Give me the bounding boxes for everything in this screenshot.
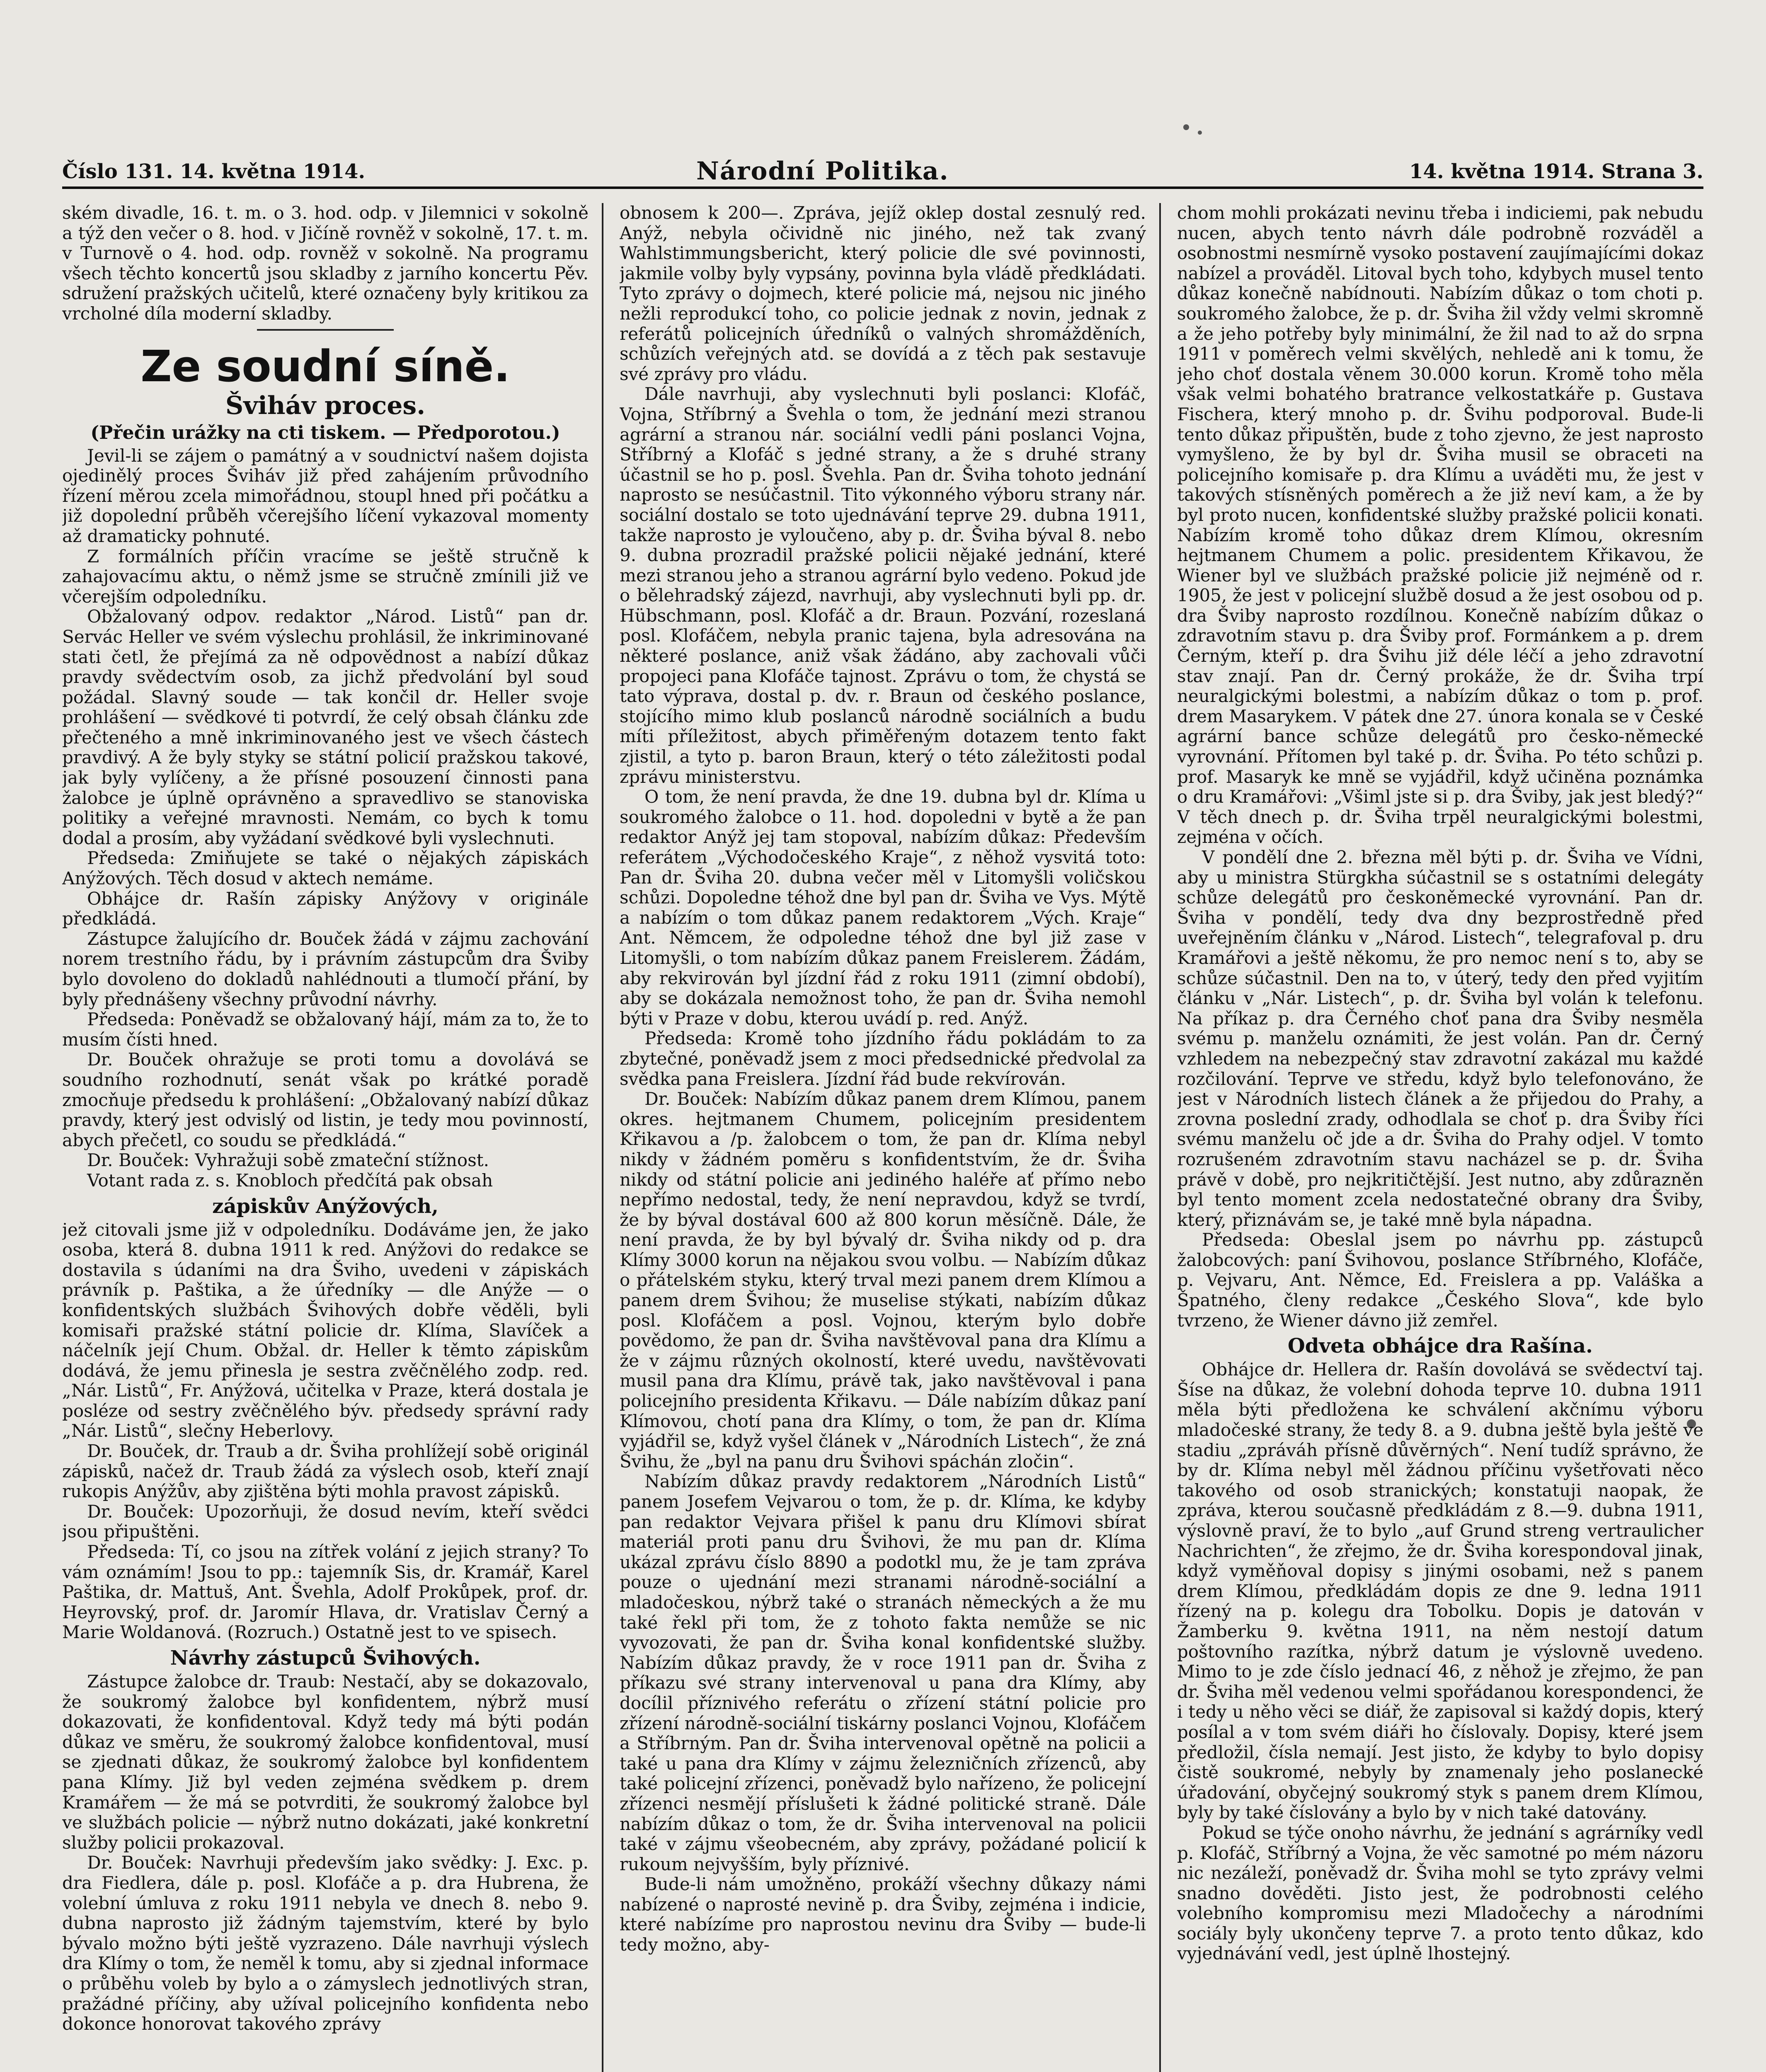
column-1: [62, 203, 589, 2072]
paragraph: Pokud se týče onoho návrhu, že jednání s agrárníky vedl p. Klofáč, Stříbrný a Vojna, že věc samotné po mém názoru nic nezáleží, poněvadž dr. Šviha mohl se tyto zprávy velmi snadno dověděti. Jisto jest, že podrobnosti celého volebního kompromisu mezi Mladočechy a národními sociály byly ukončeny teprve 7. a proto tento důkaz, kdo vyjednávání vedl, jest úplně lhostejný.: [1177, 1822, 1703, 1964]
paragraph: Bude-li nám umožněno, prokáží všechny důkazy námi nabízené o naprosté nevině p. dra Šviby, zejména i indicie, které nabízíme pro naprostou nevinu dra Šviby — bude-li tedy možno, aby-: [620, 1874, 1146, 1955]
paragraph: O tom, že není pravda, že dne 19. dubna byl dr. Klíma u soukromého žalobce o 11. hod. dopoledni v bytě a že pan redaktor Anýž jej tam stopoval, nabízím důkaz: Především referátem „Východočeského Kraje“, z něhož vysvitá toto: Pan dr. Šviha 20. dubna večer měl v Litomyšli voličskou schůzi. Dopoledne téhož dne byl pan dr. Šviha ve Vys. Mýtě a nabízím o tom důkaz panem redaktorem „Vých. Kraje“ Ant. Němcem, že odpoledne téhož dne byl již zase v Litomyšli, o tom nabízím důkaz panem Freislerem. Žádám, aby rekvirován byl jízdní řád z roku 1911 (zimní období), aby se dokázala nemožnost toho, že pan dr. Šviha nemohl býti v Praze v dobu, kterou uvádí p. red. Anýž.: [620, 787, 1146, 1029]
paragraph: Obžalovaný odpov. redaktor „Národ. Listů“ pan dr. Servác Heller ve svém výslechu prohlásil, že inkriminované stati četl, že přejímá za ně odpovědnost a nabízí důkaz pravdy svědectvím osob, za jichž předvolání byl soud požádal. Slavný soude — tak končil dr. Heller svoje prohlášení — svědkové ti potvrdí, že celý obsah článku zde přečteného a mně inkriminovaného jest ve všech částech pravdivý. A že byly styky se státní policií pražskou takové, jak byly vylíčeny, a že přísné posouzení činnosti pana žalobce je úplně oprávněno a spravedlivo se stanoviska politiky a veřejné mravnosti. Nemám, co bych k tomu dodal a prosím, aby vyžádaní svědkové byli vyslechnuti.: [62, 606, 589, 848]
paragraph: Jevil-li se zájem o památný a v soudnictví našem dojista ojedinělý proces Šviháv již před zahájením průvodního řízení měrou zcela mimořádnou, stoupl hned při počátku a již dopolední průběh včerejšího líčení vykazoval momenty až dramaticky pohnuté.: [62, 445, 589, 546]
paragraph: Dr. Bouček ohražuje se proti tomu a dovolává se soudního rozhodnutí, senát však po krátké poradě zmocňuje předsedu k prohlášení: „Obžalovaný nabízí důkaz pravdy, který jest odvislý od listin, je tedy mou povinností, abych přečetl, co soudu se předkládá.“: [62, 1049, 589, 1150]
ink-smudge: [1198, 131, 1202, 135]
paragraph: Zástupce žalobce dr. Traub: Nestačí, aby se dokazovalo, že soukromý žalobce byl konfidentem, nýbrž musí dokazovati, že konfidentoval. Když tedy má býti podán důkaz ve směru, že soukromý žalobce konfidentoval, musí se zjednati důkaz, že soukromý žalobce byl konfidentem pana Klímy. Již byl veden zejména svědkem p. drem Kramářem — že má se potvrditi, že soukromý žalobce byl ve službách policie — nýbrž nutno dokázati, jaké konkretní služby policii prokazoval.: [62, 1671, 589, 1853]
paragraph: Dr. Bouček: Nabízím důkaz panem drem Klímou, panem okres. hejtmanem Chumem, policejním presidentem Křikavou a /p. žalobcem o tom, že pan dr. Klíma nebyl nikdy v žádném poměru s konfidentstvím, že dr. Šviha nikdy od státní policie ani jediného haléře ať přímo nebo nepřímo nedostal, tedy, že není nepravdou, když se tvrdí, že by býval dostával 600 až 800 korun měsíčně. Dále, že není pravda, že by byl bývalý dr. Šviha nikdy od p. dra Klímy 3000 korun na nějakou svou volbu. — Nabízím důkaz o přátelském styku, který trval mezi panem drem Klímou a panem drem Švihou; že muselise stýkati, nabízím důkaz posl. Klofáčem a posl. Vojnou, kterým bylo dobře povědomo, že pan dr. Šviha navštěvoval pana dra Klímu a že v zájmu různých okolností, které uvedu, navštěvovati musil pana dra Klímu, právě tak, jako navštěvoval i pana policejního presidenta Křikavu. — Dále nabízím důkaz paní Klímovou, chotí pana dra Klímy, o tom, že pan dr. Klíma vyjádřil se, když vyšel článek v „Národních Listech“, že zná Švihu, že „byl na panu dru Švihovi spáchán zločin“.: [620, 1089, 1146, 1472]
paragraph: Dr. Bouček: Navrhuji především jako svědky: J. Exc. p. dra Fiedlera, dále p. posl. Klofáče a p. dra Hubrena, že volební úmluva z roku 1911 nebyla ve dnech 8. nebo 9. dubna naprosto již žádným tajemstvím, které by bylo bývalo možno býti ještě vyzrazeno. Dále navrhuji výslech dra Klímy o tom, že neměl k tomu, aby si zjednal informace o průběhu voleb by bylo a o zámyslech jednotlivých stran, pražádné příčiny, aby užíval policejního konfidenta nebo dokonce honorovat takového zprávy: [62, 1852, 589, 2034]
paragraph: Předseda: Tí, co jsou na zítřek volání z jejich strany? To vám oznámím! Jsou to pp.: tajemník Sis, dr. Kramář, Karel Paštika, dr. Mattuš, Ant. Švehla, Adolf Prokůpek, prof. dr. Heyrovský, prof. dr. Jaromír Hlava, dr. Vratislav Černý a Marie Woldanová. (Rozruch.) Ostatně jest to ve spisech.: [62, 1542, 589, 1643]
case-line: (Přečin urážky na cti tiskem. — Předporotou.): [90, 422, 560, 443]
newspaper-page: [62, 157, 1703, 2072]
paragraph: Dr. Bouček: Vyhražuji sobě zmateční stížnost.: [87, 1150, 489, 1171]
paragraph: Dále navrhuji, aby vyslechnuti byli poslanci: Klofáč, Vojna, Stříbrný a Švehla o tom, že jednání mezi stranou agrární a stranou nár. sociální vedli páni poslanci Vojna, Stříbrný a Klofáč s jedné strany, a že s druhé strany účastnil se ho p. posl. Švehla. Pan dr. Šviha tohoto jednání naprosto se nesúčastnil. Tito výkonného výboru strany nár. sociální dostalo se toto ujednávání teprve 29. dubna 1911, takže naprosto je vyloučeno, aby p. dr. Šviha býval 8. nebo 9. dubna prozradil pražské policii nějaké jednání, které mezi stranou jeho a stranou agrární bylo vedeno. Pokud jde o bělehradský zájezd, navrhuji, aby vyslechnuti byli pp. dr. Hübschmann, posl. Klofáč a dr. Braun. Pozvání, rozeslaná posl. Klofáčem, nebyla pranic tajena, byla adresována na některé poslance, aniž však žádáno, aby zachovali vůči propojeci pana Klofáče tajnost. Zprávu o tom, že chystá se tato výprava, dostal p. dv. r. Braun od českého poslance, stojícího mimo klub poslanců národně sociálních a budu míti příležitost, abych přiměřeným dotazem tento fakt zjistil, a tyto p. baron Braun, který o této záležitosti podal zprávu ministerstvu.: [620, 384, 1146, 787]
paragraph: V pondělí dne 2. března měl býti p. dr. Šviha ve Vídni, aby u ministra Stürgkha súčastnil se s ostatními delegáty schůze delegátů pro českoněmecké vyrovnání. Pan dr. Šviha v pondělí, tedy dva dny bezprostředně před uveřejněním článku v „Národ. Listech“, telegrafoval p. dru Kramářovi a ještě někomu, že pro nemoc není s to, aby se schůze súčastnil. Den na to, v úterý, tedy den před vyjitím článku v „Nár. Listech“, p. dr. Šviha byl volán k telefonu. Na příkaz p. dra Černého choť pana dra Šviby nesměla svému p. manželu oznámiti, že jest volán. Pan dr. Černý vzhledem na nebezpečný stav zdravotní zakázal mu každé rozčilování. Teprve ve středu, když bylo telefonováno, že jest v Národních listech článek a že přijedou do Prahy, a zrovna poslední zrady, odhodlala se choť p. dra Šviby říci svému manželu oč jde a dr. Šviha do Prahy odjel. V tomto rozrušeném zdravotním stavu nacházel se p. dr. Šviha právě v době, pro nejkritičtější. Jest nutno, aby zdůrazněn byl tento moment zcela nedostatečné obrany dra Šviby, který, přiznávám se, je také mně byla nápadna.: [1177, 847, 1703, 1230]
section-heading: Odveta obhájce dra Rašína.: [1288, 1334, 1593, 1358]
paragraph: chom mohli prokázati nevinu třeba i indiciemi, pak nebudu nucen, abych tento návrh dále podrobně rozváděl a osobnostmi nesmírně vysoko postavení zaujímajícími dokaz nabízel a prováděl. Litoval bych toho, kdybych musel tento důkaz konečně nabídnouti. Nabízím důkaz o tom choti p. soukromého žalobce, že p. dr. Šviha žil vždy velmi skromně a že jeho potřeby byly minimální, že žil nad to až do srpna 1911 v poměrech velmi skvělých, nehledě ani k tomu, že jeho choť dostala věnem 30.000 korun. Kromě toho měla však velmi bohatého bratrance velkostatkáře p. Gustava Fischera, který mnoho p. dr. Švihu podporoval. Bude-li tento důkaz připuštěn, bude z toho zjevno, že jest naprosto vymyšleno, že by byl dr. Šviha musil se obraceti na policejního komisaře p. dra Klímu a uváděti mu, že jest v takových stísněných poměrech a že již neví kam, a že by byl proto nucen, konfidentské služby pražské policii konati. Nabízím kromě toho důkaz drem Klímou, okresním hejtmanem Chumem a polic. presidentem Křikavou, že Wiener byl ve službách pražské policie již nejméně od r. 1905, že jest v policejní službě dosud a že jest osobou od p. dra Šviby naprosto rozdílnou. Konečně nabízím důkaz o zdravotním stavu p. dra Šviby prof. Formánkem a p. drem Černým, kteří p. dra Švihu již déle léčí a jeho zdravotní stav znají. Pan dr. Černý prokáže, že dr. Šviha trpí neuralgickými bolestmi, a nabízím důkaz o tom p. prof. drem Masarykem. V pátek dne 27. února konala se v České agrární bance schůze delegátů pro česko-německé vyrovnání. Přítomen byl také p. dr. Šviha. Po této schůzi p. prof. Masaryk ke mně se vyjádřil, když učiněna poznámka o dru Kramářovi: „Všiml jste si p. dra Šviby, jak jest bledý?“ V těch dnech p. dr. Šviha trpěl neuralgickými bolestmi, zejména v očích.: [1177, 203, 1703, 847]
paragraph: obnosem k 200—. Zpráva, jejíž oklep dostal zesnulý red. Anýž, nebyla očividně nic jiného, než tak zvaný Wahlstimmungsbericht, který policie dle své povinnosti, jakmile volby byly vypsány, povinna byla vládě předkládati. Tyto zprávy o dojmech, které policie má, nejsou nic jiného nežli reprodukcí toho, co policie jednak z novin, jednak z referátů policejních úředníků o valných shromážděních, schůzích veřejných atd. se dovídá a z těch pak sestavuje své zprávy pro vládu.: [620, 203, 1146, 384]
section-heading: zápiskův Anýžových,: [212, 1194, 438, 1218]
paragraph: jež citovali jsme již v odpoledníku. Dodáváme jen, že jako osoba, která 8. dubna 1911 k red. Anýžovi do redakce se dostavila s údaními na dra Šviho, uvedeni v zápiskách právník p. Paštika, a že úředníky — dle Anýže — o konfidentských službách Švihových dobře věděli, byli komisaři pražské státní policie dr. Klíma, Slavíček a náčelník její Chum. Obžal. dr. Heller k těmto zápiskům dodává, že jemu přinesla je sestra zvěčnělého zodp. red. „Nár. Listů“, Fr. Anýžová, učitelka v Praze, která dostala je posléze od sestry zvěčnělého býv. předsedy správní rady „Nár. Listů“, slečny Heberlovy.: [62, 1219, 589, 1441]
paragraph: Obhájce dr. Hellera dr. Rašín dovolává se svědectví taj. Šíse na důkaz, že volební dohoda teprve 10. dubna 1911 měla býti předložena ke schválení akčnímu výboru mladočeské strany, že tedy 8. a 9. dubna ještě byla ještě ve stadiu „zpráváh přísně důvěrných“. Není tudíž správno, že by dr. Klíma nebyl měl žádnou příčinu vyšetřovati něco takového od osob stranických; konstatuji naopak, že zpráva, kterou současně předkládám z 8.—9. dubna 1911, výslovně praví, že to bylo „auf Grund streng vertraulicher Nachrichten“, že zřejmo, že dr. Šviha korespondoval jinak, když vyměňoval dopisy s jinými osobami, než s panem drem Klímou, předkládám dopis ze dne 9. ledna 1911 řízený na p. kolegu dra Tobolku. Dopis je datován v Žamberku 9. května 1911, na něm nestojí datum poštovního razítka, nýbrž datum je výslovně uvedeno. Mimo to je zde číslo jednací 46, z něhož je zřejmo, že pan dr. Šviha měl vedenou velmi spořádanou korespondenci, že i tedy u něho věci se diář, že zapisoval si každý dopis, který posílal a v tom svém diáři ho číslovaly. Dopisy, které jsem předložil, čísla nemají. Jest jisto, že kdyby to bylo dopisy čistě soukromé, nebyly by znamenaly jeho poslanecké úřadování, obyčejný soukromý styk s panem drem Klímou, byly by také číslovány a bylo by v nich také datovány.: [1177, 1359, 1703, 1823]
paragraph: Předseda: Obeslal jsem po návrhu pp. zástupců žalobcových: paní Švihovou, poslance Stříbrného, Klofáče, p. Vejvaru, Ant. Němce, Ed. Freislera a pp. Valáška a Špatného, členy redakce „Českého Slova“, kde bylo tvrzeno, že Wiener dávno již zemřel.: [1177, 1230, 1703, 1331]
article-title: Šviháv proces.: [225, 391, 426, 420]
paragraph: Z formálních příčin vracíme se ještě stručně k zahajovacímu aktu, o němž jsme se stručně zmínili již ve včerejším odpoledníku.: [62, 546, 589, 607]
paragraph: Předseda: Zmiňujete se také o nějakých zápiskách Anýžových. Těch dosud v aktech nemáme.: [62, 848, 589, 889]
paragraph: Předseda: Poněvadž se obžalovaný hájí, mám za to, že to musím čísti hned.: [62, 1009, 589, 1050]
paragraph: Obhájce dr. Rašín zápisky Anýžovy v originále předkládá.: [62, 888, 589, 929]
paragraph: Nabízím důkaz pravdy redaktorem „Národních Listů“ panem Josefem Vejvarou o tom, že p. dr. Klíma, ke kdyby pan redaktor Vejvara přišel k panu dru Klímovi sbírat materiál proti panu dru Švihovi, že mu pan dr. Klíma ukázal zprávu číslo 8890 a podotkl mu, že je tam zpráva pouze o ujednání mezi stranami národně-sociální a mladočeskou, nýbrž také o stranách německých a že mu také řekl při tom, že z tohoto fakta nemůže se nic vyvozovati, že pan dr. Šviha konal konfidentské služby. Nabízím důkaz pravdy, že v roce 1911 pan dr. Šviha z příkazu své strany intervenoval u pana dra Klímy, aby docílil příznivého referátu o zřízení státní policie pro zřízení národně-sociální tiskárny poslanci Vojnou, Klofáčem a Stříbrným. Pan dr. Šviha intervenoval opětně na policii a také u pana dra Klímy v zájmu železničních zřízenců, aby také policejní zřízenci, poněvadž bylo nařízeno, že policejní zřízenci nesmějí příslušeti k žádné politické straně. Dále nabízím důkaz o tom, že dr. Šviha intervenoval na policii také v zájmu všeobecném, aby zprávy, požádané policií k rukoum nejvyšším, byly příznivé.: [620, 1471, 1146, 1874]
paragraph: Dr. Bouček: Upozorňuji, že dosud nevím, kteří svědci jsou připuštěni.: [62, 1501, 589, 1542]
column-rule: [1159, 203, 1161, 2072]
page-info: 14. května 1914. Strana 3.: [1409, 160, 1703, 183]
ink-smudge: [1183, 124, 1189, 130]
page-header: [62, 157, 1703, 189]
section-title: Ze soudní síně.: [141, 341, 510, 392]
paragraph: Votant rada z. s. Knobloch předčítá pak obsah: [87, 1170, 493, 1191]
paragraph: Dr. Bouček, dr. Traub a dr. Šviha prohlížejí sobě originál zápisků, načež dr. Traub žádá za výslech osob, kteří znají rukopis Anýžův, aby zjištěna býti mohla pravost zápisků.: [62, 1441, 589, 1502]
section-heading: Návrhy zástupců Švihových.: [170, 1646, 481, 1670]
column-rule: [602, 203, 603, 2072]
concert-notice: ském divadle, 16. t. m. o 3. hod. odp. v Jilemnici v sokolně a týž den večer o 8. hod. v Jičíně rovněž v sokolně, 17. t. m. v Turnově o 4. hod. odp. rovněž v sokolně. Na programu všech těchto koncertů jsou skladby z jarního koncertu Pěv. sdružení pražských učitelů, které označeny byly kritikou za vrcholné díla moderní skladby.: [62, 203, 589, 324]
paragraph: Předseda: Kromě toho jízdního řádu pokládám to za zbytečné, poněvadž jsem z moci předsednické předvolal za svědka pana Freislera. Jízdní řád bude rekvírován.: [620, 1028, 1146, 1089]
column-2: [620, 203, 1146, 2072]
paragraph: Zástupce žalujícího dr. Bouček žádá v zájmu zachování norem trestního řádu, by i právním zástupcům dra Šviby bylo dovoleno do dokladů nahlédnouti a tlumočí přání, by byly přednášeny všechny průvodní návrhy.: [62, 928, 589, 1009]
divider: [257, 329, 394, 331]
masthead: Národní Politika.: [696, 157, 949, 186]
issue-info: Číslo 131. 14. května 1914.: [62, 160, 366, 183]
column-3: [1177, 203, 1703, 2072]
